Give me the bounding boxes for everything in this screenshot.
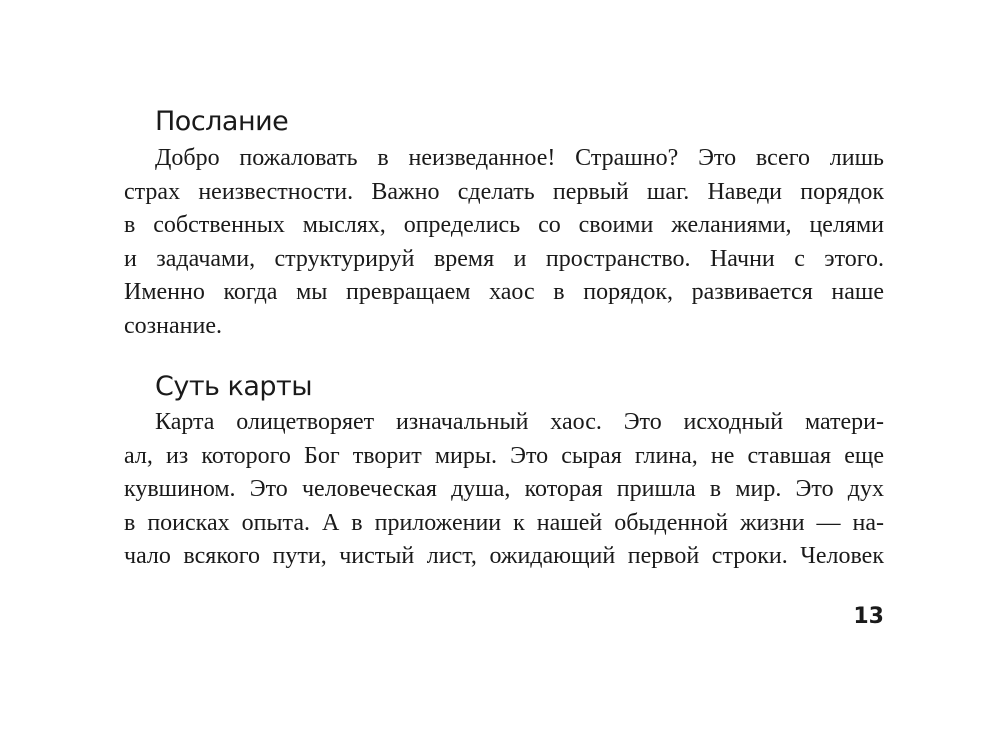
text-line: Добро пожаловать в неизведанное! Страшно? Это всего лишь [155, 145, 884, 171]
text-line: чало всякого пути, чистый лист, ожидающий первой строки. Человек [124, 543, 884, 570]
text-line: ал, из которого Бог творит миры. Это сырая глина, не ставшая еще [124, 442, 884, 469]
text-line: сознание. [124, 312, 222, 339]
text-line: в собственных мыслях, определись со своими желаниями, целями [124, 212, 884, 239]
section-title-message: Послание [155, 106, 289, 137]
section-title-card-essence: Суть карты [155, 371, 313, 402]
paragraph-card-essence [124, 406, 884, 574]
text-line: страх неизвестности. Важно сделать первый шаг. Наведи порядок [124, 178, 884, 205]
text-line: Карта олицетворяет изначальный хаос. Это исходный матери- [155, 409, 884, 435]
text-line: и задачами, структурируй время и пространство. Начни с этого. [124, 245, 884, 272]
text-line: кувшином. Это человеческая душа, которая пришла в мир. Это дух [124, 476, 884, 503]
text-line: в поисках опыта. А в приложении к нашей обыденной жизни — на- [124, 509, 884, 536]
text-line: Именно когда мы превращаем хаос в порядок, развивается наше [124, 279, 884, 306]
paragraph-message [124, 142, 884, 344]
page-number: 13 [853, 604, 884, 629]
